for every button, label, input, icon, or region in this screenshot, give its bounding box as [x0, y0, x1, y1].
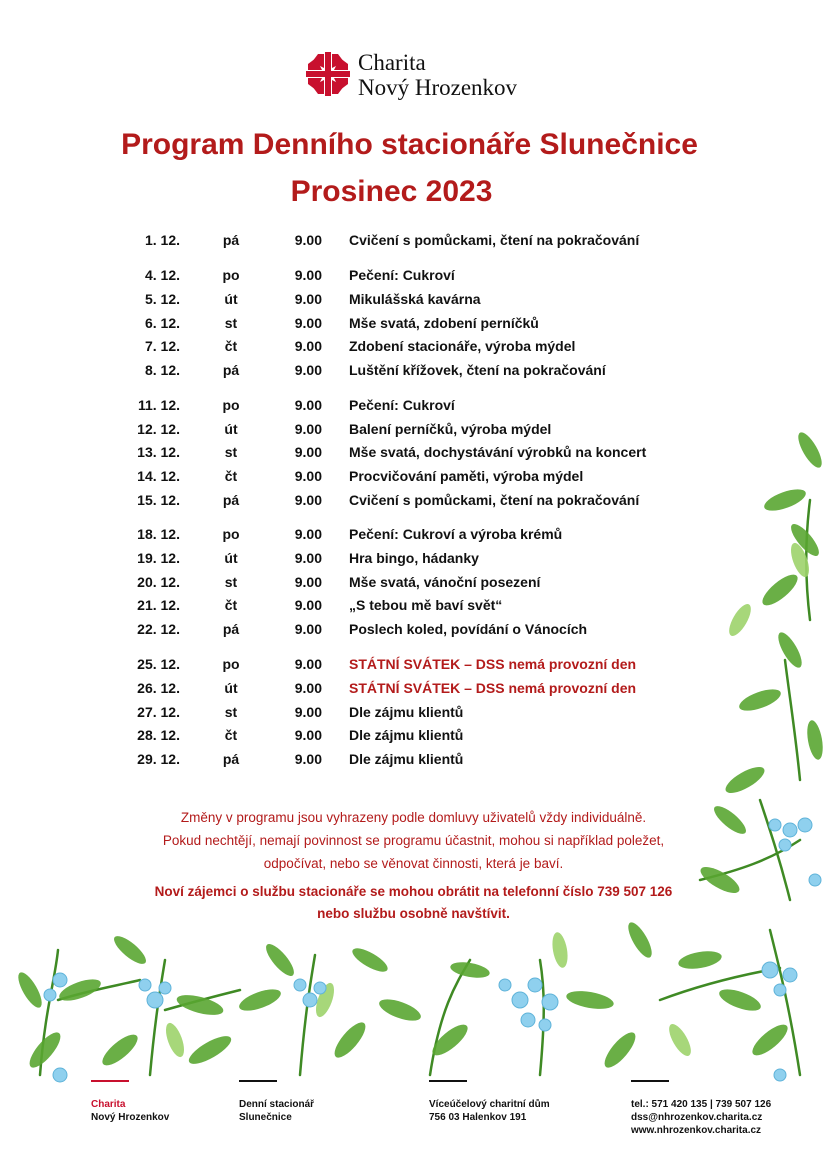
schedule-day: čt — [224, 597, 238, 613]
schedule-day: po — [222, 526, 240, 542]
schedule-date: 14. 12. — [137, 468, 180, 484]
schedule-activity: Mše svatá, vánoční posezení — [349, 574, 541, 590]
schedule-activity: Mše svatá, zdobení perníčků — [349, 315, 539, 331]
schedule-time: 9.00 — [294, 338, 322, 354]
schedule-activity: Poslech koled, povídání o Vánocích — [349, 621, 588, 637]
page-title: Program Denního stacionáře Slunečnice — [121, 128, 698, 161]
schedule-time: 9.00 — [294, 680, 322, 696]
schedule-date: 29. 12. — [137, 751, 180, 767]
schedule-date: 1. 12. — [144, 232, 180, 248]
schedule-activity: Mše svatá, dochystávání výrobků na koncert — [349, 444, 647, 460]
schedule-day: po — [222, 397, 240, 413]
footer-address-building: Víceúčelový charitní dům — [429, 1099, 550, 1110]
schedule-day: čt — [224, 468, 238, 484]
footer-divider — [91, 1080, 129, 1082]
schedule-day: pá — [222, 492, 240, 508]
note-line-3: odpočívat, nebo se věnovat činnosti, která je baví. — [263, 856, 564, 871]
schedule-activity: Hra bingo, hádanky — [349, 550, 479, 566]
schedule-activity: Dle zájmu klientů — [349, 704, 464, 720]
schedule-time: 9.00 — [294, 621, 322, 637]
schedule-date: 25. 12. — [137, 656, 180, 672]
schedule-activity: Luštění křížovek, čtení na pokračování — [349, 362, 606, 378]
schedule-date: 5. 12. — [144, 291, 180, 307]
schedule-activity: Dle zájmu klientů — [349, 751, 464, 767]
schedule-day: st — [224, 315, 238, 331]
schedule-day: st — [224, 444, 238, 460]
schedule-activity: Pečení: Cukroví — [349, 397, 455, 413]
schedule-activity: Balení perníčků, výroba mýdel — [349, 421, 552, 437]
schedule-date: 7. 12. — [144, 338, 180, 354]
footer-email[interactable]: dss@nhrozenkov.charita.cz — [631, 1112, 763, 1123]
footer-facility-sub: Slunečnice — [239, 1112, 292, 1123]
footer-org-name: Charita — [91, 1099, 126, 1110]
schedule-time: 9.00 — [294, 315, 322, 331]
schedule-activity: Cvičení s pomůckami, čtení na pokračování — [349, 232, 640, 248]
schedule-time: 9.00 — [294, 492, 322, 508]
schedule-day: pá — [222, 232, 240, 248]
schedule-day: čt — [224, 727, 238, 743]
schedule-date: 4. 12. — [144, 267, 180, 283]
schedule-time: 9.00 — [294, 704, 322, 720]
charita-logo — [304, 50, 564, 102]
schedule-day: út — [224, 421, 238, 437]
footer-facility-name: Denní stacionář — [239, 1099, 315, 1110]
schedule-time: 9.00 — [294, 526, 322, 542]
footer-divider — [429, 1080, 467, 1082]
schedule-activity: „S tebou mě baví svět“ — [349, 597, 503, 613]
schedule-day: st — [224, 704, 238, 720]
schedule-day: pá — [222, 362, 240, 378]
schedule-time: 9.00 — [294, 597, 322, 613]
note-line-2: Pokud nechtějí, nemají povinnost se programu účastnit, mohou si například poležet, — [162, 833, 665, 848]
schedule-activity: Procvičování paměti, výroba mýdel — [349, 468, 584, 484]
footer-divider — [239, 1080, 277, 1082]
schedule-day: pá — [222, 621, 240, 637]
schedule-day: po — [222, 656, 240, 672]
schedule-time: 9.00 — [294, 444, 322, 460]
schedule-date: 20. 12. — [137, 574, 180, 590]
schedule-date: 11. 12. — [137, 397, 180, 413]
schedule-date: 18. 12. — [137, 526, 180, 542]
schedule-day: út — [224, 291, 238, 307]
schedule-activity: Dle zájmu klientů — [349, 727, 464, 743]
schedule-date: 27. 12. — [137, 704, 180, 720]
schedule-date: 13. 12. — [137, 444, 180, 460]
schedule-time: 9.00 — [294, 656, 322, 672]
schedule-activity: Pečení: Cukroví a výroba krémů — [349, 526, 563, 542]
schedule-time: 9.00 — [294, 267, 322, 283]
footer-website[interactable]: www.nhrozenkov.charita.cz — [631, 1125, 762, 1136]
footer-divider — [631, 1080, 669, 1082]
logo-text — [358, 50, 517, 100]
schedule-time: 9.00 — [294, 421, 322, 437]
schedule-date: 15. 12. — [137, 492, 180, 508]
schedule-date: 19. 12. — [137, 550, 180, 566]
schedule-time: 9.00 — [294, 291, 322, 307]
schedule-day: út — [224, 680, 238, 696]
footer-phone: tel.: 571 420 135 | 739 507 126 — [631, 1099, 772, 1110]
schedule-date: 22. 12. — [137, 621, 180, 637]
schedule-date: 21. 12. — [137, 597, 180, 613]
schedule-date: 8. 12. — [144, 362, 180, 378]
schedule-date: 26. 12. — [137, 680, 180, 696]
schedule-activity: Pečení: Cukroví — [349, 267, 455, 283]
schedule-time: 9.00 — [294, 751, 322, 767]
schedule-time: 9.00 — [294, 550, 322, 566]
schedule-day: pá — [222, 751, 240, 767]
schedule-time: 9.00 — [294, 232, 322, 248]
contact-note-line-2: nebo službu osobně navštívit. — [317, 906, 510, 921]
contact-note-line-1: Noví zájemci o službu stacionáře se mohou obrátit na telefonní číslo 739 507 126 — [154, 884, 673, 899]
schedule-day: út — [224, 550, 238, 566]
schedule-time: 9.00 — [294, 397, 322, 413]
footer-address-street: 756 03 Halenkov 191 — [429, 1112, 527, 1123]
schedule-day: čt — [224, 338, 238, 354]
schedule-activity: Cvičení s pomůckami, čtení na pokračování — [349, 492, 640, 508]
schedule-date: 6. 12. — [144, 315, 180, 331]
schedule-day: po — [222, 267, 240, 283]
schedule-activity: Zdobení stacionáře, výroba mýdel — [349, 338, 576, 354]
logo-line-1: Charita — [358, 50, 426, 75]
schedule-activity: STÁTNÍ SVÁTEK – DSS nemá provozní den — [349, 680, 637, 696]
schedule-time: 9.00 — [294, 727, 322, 743]
schedule-day: st — [224, 574, 238, 590]
logo-line-2: Nový Hrozenkov — [358, 75, 518, 100]
page-subtitle: Prosinec 2023 — [290, 175, 493, 208]
charita-cross-icon — [304, 50, 352, 98]
schedule-time: 9.00 — [294, 574, 322, 590]
schedule-date: 12. 12. — [137, 421, 180, 437]
footer-org-place: Nový Hrozenkov — [91, 1112, 170, 1123]
schedule-activity: STÁTNÍ SVÁTEK – DSS nemá provozní den — [349, 656, 637, 672]
schedule-activity: Mikulášská kavárna — [349, 291, 481, 307]
schedule-time: 9.00 — [294, 468, 322, 484]
schedule-time: 9.00 — [294, 362, 322, 378]
note-line-1: Změny v programu jsou vyhrazeny podle domluvy uživatelů vždy individuálně. — [180, 810, 647, 825]
schedule-date: 28. 12. — [137, 727, 180, 743]
